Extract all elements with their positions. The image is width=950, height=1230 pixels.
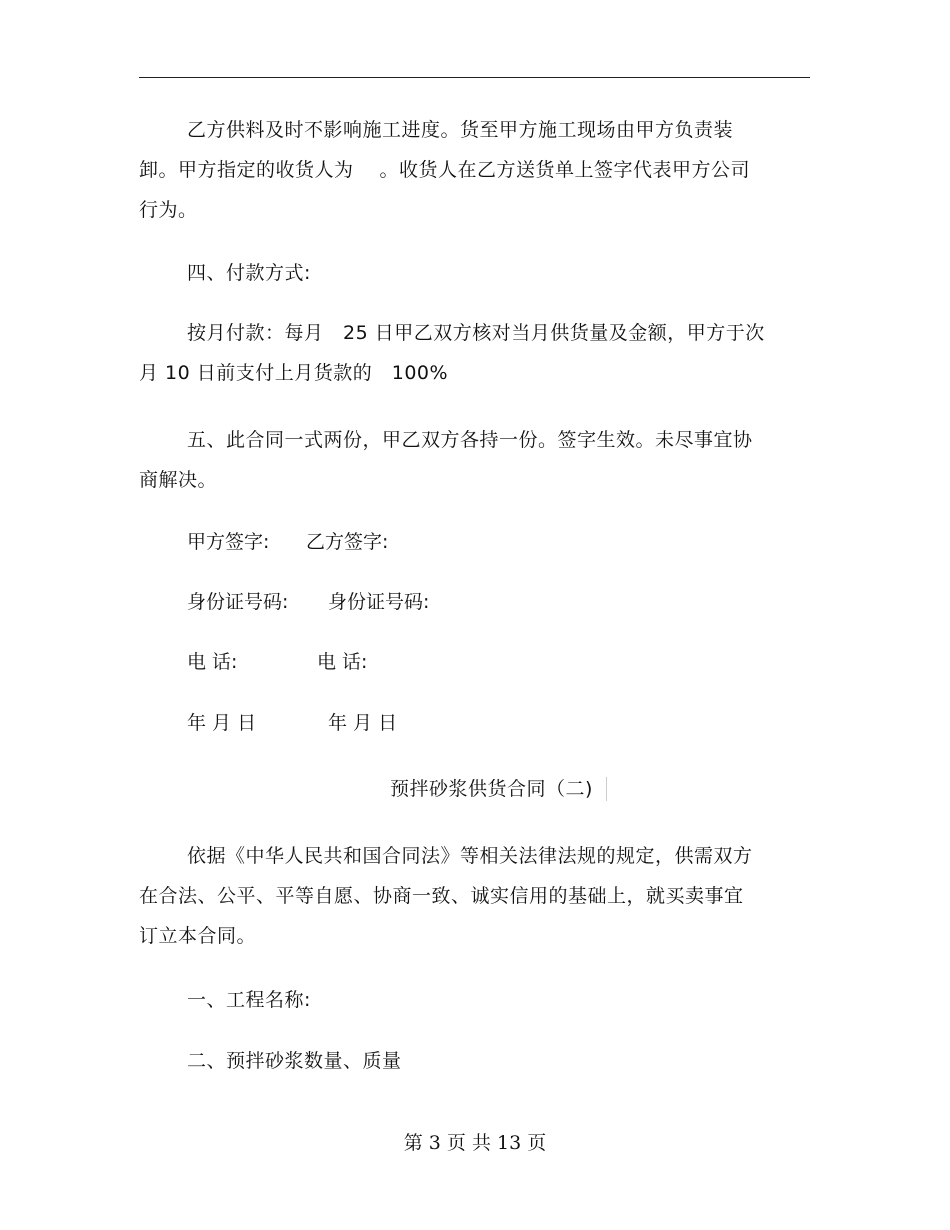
paragraph-delivery xyxy=(139,110,789,230)
paragraph-copies xyxy=(139,420,789,500)
party-b-date-label: 年 月 日 xyxy=(328,712,398,734)
paragraph-line: 依据《中华人民共和国合同法》等相关法律法规的规定，供需双方 xyxy=(187,845,753,867)
paragraph-line: 在合法、公平、平等自愿、协商一致、诚实信用的基础上，就买卖事宜 xyxy=(139,885,744,907)
party-b-phone-label: 电 话: xyxy=(317,651,368,673)
paragraph-line: 五、此合同一式两份，甲乙双方各持一份。签字生效。未尽事宜协 xyxy=(187,429,753,451)
header-rule xyxy=(139,77,810,78)
text-cursor-mark xyxy=(606,777,607,801)
paragraph-line: 乙方供料及时不影响施工进度。货至甲方施工现场由甲方负责装 xyxy=(187,119,734,141)
paragraph-line: 行为。 xyxy=(139,199,198,221)
party-b-signature-label: 乙方签字: xyxy=(306,531,389,553)
contract-title: 预拌砂浆供货合同（二) xyxy=(390,778,593,800)
paragraph-line: 订立本合同。 xyxy=(139,925,257,947)
party-a-phone-label: 电 话: xyxy=(187,651,238,673)
paragraph-payment xyxy=(139,313,789,393)
page-number: 第 3 页 共 13 页 xyxy=(403,1132,547,1154)
paragraph-line: 卸。甲方指定的收货人为 。收货人在乙方送货单上签字代表甲方公司 xyxy=(139,159,751,181)
paragraph-line: 商解决。 xyxy=(139,469,218,491)
party-b-id-label: 身份证号码: xyxy=(328,591,430,613)
party-a-id-label: 身份证号码: xyxy=(187,591,289,613)
paragraph-intro xyxy=(139,836,789,956)
party-a-date-label: 年 月 日 xyxy=(187,712,257,734)
section-project-name: 一、工程名称: xyxy=(187,989,311,1011)
paragraph-line: 按月付款：每月 25 日甲乙双方核对当月供货量及金额，甲方于次 xyxy=(187,322,765,344)
section-payment-title: 四、付款方式: xyxy=(187,262,311,284)
paragraph-line: 月 10 日前支付上月货款的 100% xyxy=(139,362,449,384)
section-mortar-quantity: 二、预拌砂浆数量、质量 xyxy=(187,1050,402,1072)
party-a-signature-label: 甲方签字: xyxy=(187,531,270,553)
